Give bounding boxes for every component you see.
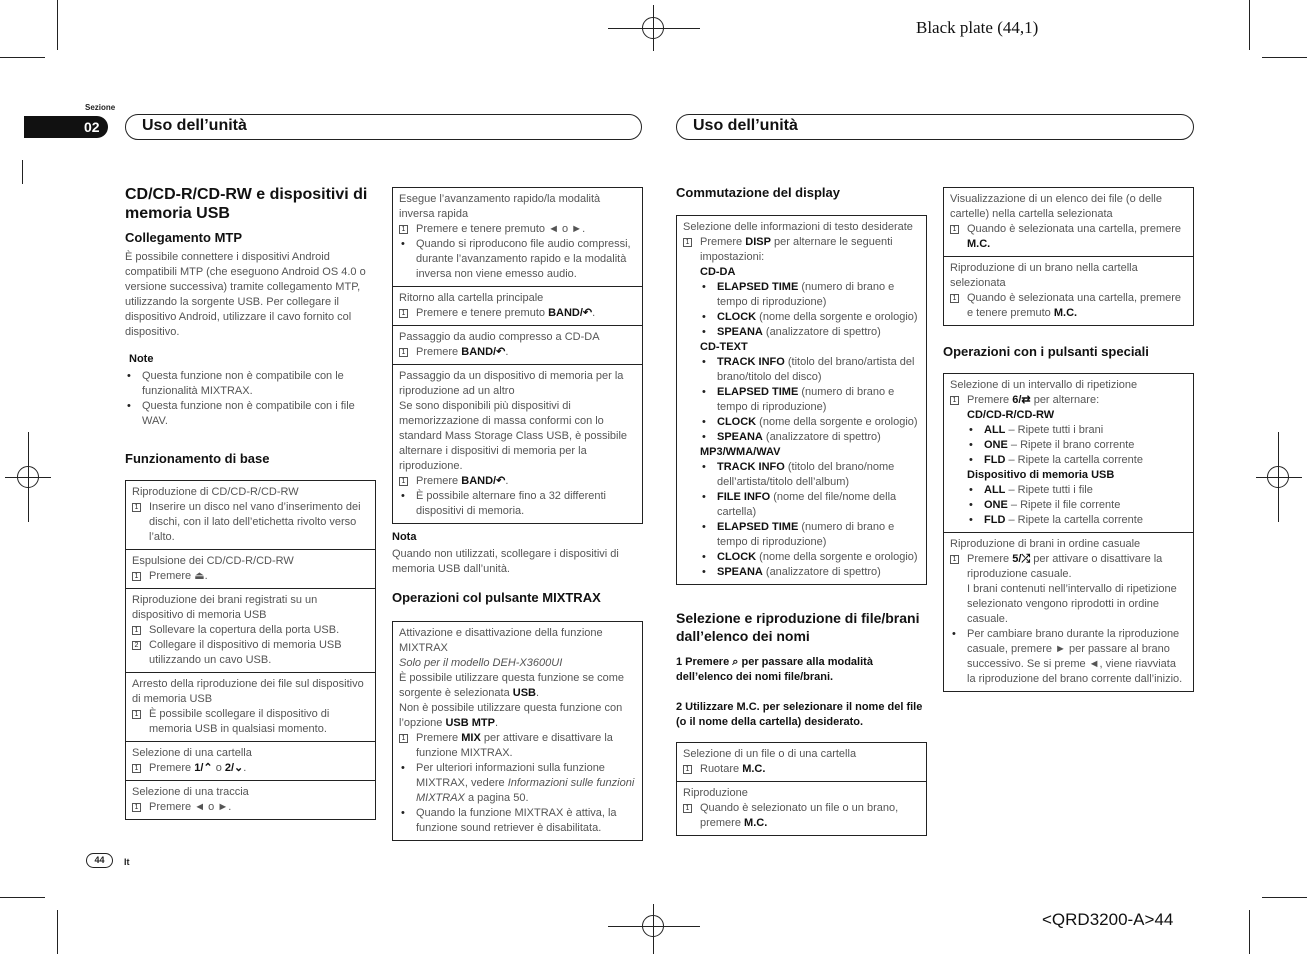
mixtrax-table xyxy=(392,621,643,841)
row-heading: Espulsione dei CD/CD-R/CD-RW xyxy=(132,555,294,567)
registration-line xyxy=(5,477,51,478)
search-icon: ⌕ xyxy=(732,656,739,668)
mixtrax-heading: Operazioni col pulsante MIXTRAX xyxy=(392,590,601,605)
list-item: • ELAPSED TIME (numero di brano e tempo di riproduzione) xyxy=(700,385,920,415)
step: 1 Premere 1/⌃ o 2/⌄. xyxy=(132,761,369,776)
table-row xyxy=(126,672,375,741)
bullet-list xyxy=(950,627,1187,687)
note-heading: Note xyxy=(129,353,154,365)
row-heading: Selezione di una traccia xyxy=(132,786,249,798)
step: 1 Ruotare M.C. xyxy=(683,762,920,777)
section-label: Sezione xyxy=(85,103,116,112)
operations-table xyxy=(125,480,376,820)
crop-mark xyxy=(57,0,58,50)
group-label: CD/CD-R/CD-RW xyxy=(967,409,1055,421)
table-row xyxy=(677,781,926,835)
table-row xyxy=(393,188,642,286)
crop-mark xyxy=(1249,0,1250,50)
step: 1 Quando è selezionato un file o un brano, premere M.C. xyxy=(683,801,920,831)
note-item: • Questa funzione non è compatibile con le funzionalità MIXTRAX. xyxy=(125,369,377,399)
table-row xyxy=(944,256,1193,325)
registration-line xyxy=(1256,477,1302,478)
crop-mark xyxy=(0,57,45,58)
nota-text: Quando non utilizzati, scollegare i dispositivi di memoria USB dall’unità. xyxy=(392,548,619,575)
row-heading: Passaggio da un dispositivo di memoria per la riproduzione ad un altro xyxy=(399,370,624,397)
row-heading: Arresto della riproduzione dei file sul dispositivo di memoria USB xyxy=(132,678,364,705)
crop-mark xyxy=(1249,910,1250,954)
table-row xyxy=(944,532,1193,691)
step: 1 Premere e tenere premuto BAND/↶. xyxy=(399,306,636,321)
list-item: • CLOCK (nome della sorgente e orologio) xyxy=(700,550,920,565)
step: 1 Premere 5/⤮ per attivare o disattivare la riproduzione casuale. xyxy=(950,552,1187,582)
repeat-usb-list xyxy=(967,483,1187,528)
step: 1 Premere 6/⇄ per alternare: xyxy=(950,393,1187,408)
list-item: • ELAPSED TIME (numero di brano e tempo di riproduzione) xyxy=(700,520,920,550)
list-item: • FLD – Ripete la cartella corrente xyxy=(967,513,1187,528)
nota-heading: Nota xyxy=(392,531,417,543)
table-row xyxy=(126,588,375,672)
cdda-list xyxy=(700,280,920,340)
row-heading: Esegue l’avanzamento rapido/la modalità inversa rapida xyxy=(399,193,601,220)
table-row xyxy=(393,364,642,523)
bullet-list xyxy=(399,237,636,282)
row-heading: Attivazione e disattivazione della funzione MIXTRAX xyxy=(399,627,603,654)
list-item: • SPEANA (analizzatore di spettro) xyxy=(700,565,920,580)
document-code: <QRD3200-A>44 xyxy=(1042,910,1174,929)
crop-mark xyxy=(1262,897,1307,898)
crop-mark xyxy=(57,910,58,954)
bullet-item: • Per cambiare brano durante la riproduzione casuale, premere ► per passare al brano successivo. Se si preme ◄, viene riavviata la riproduzione del brano corrente dall’inizio. xyxy=(950,627,1187,687)
step: 1 Premere BAND/↶. xyxy=(399,345,636,360)
step: 1 È possibile scollegare il dispositivo di memoria USB in qualsiasi momento. xyxy=(132,707,369,737)
step-2: 2 Utilizzare M.C. per selezionare il nome del file (o il nome della cartella) desiderato. xyxy=(676,701,923,728)
folder-table xyxy=(943,187,1194,326)
step: 1 Premere ◄ o ►. xyxy=(132,800,369,815)
step: 1 Premere BAND/↶. xyxy=(399,474,636,489)
row-heading: Selezione di una cartella xyxy=(132,747,252,759)
row-heading: Visualizzazione di un elenco dei file (o delle cartelle) nella cartella selezionata xyxy=(950,193,1162,220)
column-4 xyxy=(943,187,1195,692)
row-text: Non è possibile utilizzare questa funzione con l’opzione USB MTP. xyxy=(399,702,623,729)
list-item: • ALL – Ripete tutti i file xyxy=(967,483,1187,498)
crop-mark xyxy=(0,897,45,898)
step-1: 1 Premere ⌕ per passare alla modalità dell’elenco dei nomi file/brani. xyxy=(676,656,873,683)
page-heading: CD/CD-R/CD-RW e dispositivi di memoria USB xyxy=(125,186,368,222)
list-item: • FILE INFO (nome del file/nome della cartella) xyxy=(700,490,920,520)
bullet-list xyxy=(399,761,636,836)
mtp-text: È possibile connettere i dispositivi Android compatibili MTP (che eseguono Android OS 4.0 o versione successiva) tramite collegamento MTP, utilizzando la sorgente USB. Per collegare il dispositivo Android, utilizzare il cavo fornito col dispositivo. xyxy=(125,251,366,338)
list-item: • ONE – Ripete il file corrente xyxy=(967,498,1187,513)
selection-heading: Selezione e riproduzione di file/brani dall’elenco dei nomi xyxy=(676,610,920,644)
special-table xyxy=(943,373,1194,692)
plate-label: Black plate (44,1) xyxy=(916,18,1039,37)
operations-table xyxy=(392,187,643,524)
row-heading: Riproduzione di brani in ordine casuale xyxy=(950,538,1141,550)
file-table xyxy=(676,742,927,836)
table-row xyxy=(126,780,375,819)
step: 1 Sollevare la copertura della porta USB. xyxy=(132,623,369,638)
section-title-bar-left: Uso dell’unità xyxy=(125,114,642,140)
repeat-group xyxy=(950,408,1187,528)
table-row xyxy=(393,622,642,840)
section-title-bar-right: Uso dell’unità xyxy=(676,114,1194,140)
step: 1 Quando è selezionata una cartella, premere M.C. xyxy=(950,222,1187,252)
table-row xyxy=(126,549,375,588)
list-item: • ELAPSED TIME (numero di brano e tempo di riproduzione) xyxy=(700,280,920,310)
list-item: • TRACK INFO (titolo del brano/artista del brano/titolo del disco) xyxy=(700,355,920,385)
column-2 xyxy=(392,187,644,841)
group-label: CD-TEXT xyxy=(700,341,748,353)
step: 1 Premere DISP per alternare le seguenti impostazioni: xyxy=(683,235,920,265)
cdtext-list xyxy=(700,355,920,445)
row-heading: Riproduzione di un brano nella cartella selezionata xyxy=(950,262,1138,289)
table-row xyxy=(944,188,1193,256)
row-heading: Selezione delle informazioni di testo desiderate xyxy=(683,221,913,233)
step: 1 Premere MIX per attivare e disattivare la funzione MIXTRAX. xyxy=(399,731,636,761)
step: 1 Premere e tenere premuto ◄ o ►. xyxy=(399,222,636,237)
bullet-item: • Quando si riproducono file audio compressi, durante l’avanzamento rapido e la modalità inversa non viene emesso audio. xyxy=(399,237,636,282)
crop-mark xyxy=(22,160,23,184)
language-code: It xyxy=(124,857,130,867)
row-heading: Passaggio da audio compresso a CD-DA xyxy=(399,331,600,343)
mtp-heading: Collegamento MTP xyxy=(125,230,243,245)
list-item: • SPEANA (analizzatore di spettro) xyxy=(700,325,920,340)
row-heading: Selezione di un file o di una cartella xyxy=(683,748,857,760)
bullet-item: • Per ulteriori informazioni sulla funzione MIXTRAX, vedere Informazioni sulle funzioni MIXTRAX a pagina 50. xyxy=(399,761,636,806)
step: 2 Collegare il dispositivo di memoria USB utilizzando un cavo USB. xyxy=(132,638,369,668)
row-heading: Selezione di un intervallo di ripetizione xyxy=(950,379,1138,391)
row-heading: Ritorno alla cartella principale xyxy=(399,292,544,304)
group-label: CD-DA xyxy=(700,266,736,278)
note-list xyxy=(125,369,377,429)
repeat-cd-list xyxy=(967,423,1187,468)
table-row xyxy=(944,374,1193,532)
mp3-list xyxy=(700,460,920,580)
list-item: • TRACK INFO (titolo del brano/nome dell’artista/titolo dell’album) xyxy=(700,460,920,490)
row-heading: Riproduzione di CD/CD-R/CD-RW xyxy=(132,486,299,498)
model-note: Solo per il modello DEH-X3600UI xyxy=(399,657,563,669)
section-number: 02 xyxy=(24,116,108,138)
table-row xyxy=(393,286,642,325)
row-heading: Riproduzione xyxy=(683,787,748,799)
list-item: • ONE – Ripete il brano corrente xyxy=(967,438,1187,453)
table-row xyxy=(677,743,926,781)
step: 1 Inserire un disco nel vano d’inserimento dei dischi, con il lato dell’etichetta rivolto verso l’alto. xyxy=(132,500,369,545)
display-heading: Commutazione del display xyxy=(676,185,840,200)
page-number: 44 xyxy=(86,853,113,868)
step: 1 Premere ⏏. xyxy=(132,569,369,584)
row-text: I brani contenuti nell’intervallo di ripetizione selezionato vengono riprodotti in ordine casuale. xyxy=(967,583,1177,625)
table-row xyxy=(393,325,642,364)
cdda-group xyxy=(683,265,920,580)
crop-mark xyxy=(1262,57,1307,58)
bullet-list xyxy=(399,489,636,519)
list-item: • FLD – Ripete la cartella corrente xyxy=(967,453,1187,468)
list-item: • CLOCK (nome della sorgente e orologio) xyxy=(700,310,920,325)
row-text: Se sono disponibili più dispositivi di memorizzazione di massa conformi con lo standard Mass Storage Class USB, è possibile alternare i dispositivi di memoria per la riproduzione. xyxy=(399,400,628,472)
step: 1 Quando è selezionata una cartella, premere e tenere premuto M.C. xyxy=(950,291,1187,321)
note-item: • Questa funzione non è compatibile con i file WAV. xyxy=(125,399,377,429)
display-table xyxy=(676,215,927,585)
special-heading: Operazioni con i pulsanti speciali xyxy=(943,344,1149,359)
list-item: • ALL – Ripete tutti i brani xyxy=(967,423,1187,438)
list-item: • SPEANA (analizzatore di spettro) xyxy=(700,430,920,445)
registration-line xyxy=(608,926,700,927)
column-3 xyxy=(676,185,928,836)
row-heading: Riproduzione dei brani registrati su un dispositivo di memoria USB xyxy=(132,594,318,621)
registration-line xyxy=(653,904,654,954)
list-item: • CLOCK (nome della sorgente e orologio) xyxy=(700,415,920,430)
group-label: MP3/WMA/WAV xyxy=(700,446,781,458)
bullet-item: • Quando la funzione MIXTRAX è attiva, la funzione sound retriever è disabilitata. xyxy=(399,806,636,836)
bullet-item: • È possibile alternare fino a 32 differenti dispositivi di memoria. xyxy=(399,489,636,519)
column-1 xyxy=(125,185,377,820)
base-heading: Funzionamento di base xyxy=(125,451,270,466)
table-row xyxy=(126,481,375,549)
table-row xyxy=(126,741,375,780)
row-text: È possibile utilizzare questa funzione se come sorgente è selezionata USB. xyxy=(399,672,625,699)
registration-line xyxy=(608,28,700,29)
group-label: Dispositivo di memoria USB xyxy=(967,469,1115,481)
table-row xyxy=(677,216,926,584)
